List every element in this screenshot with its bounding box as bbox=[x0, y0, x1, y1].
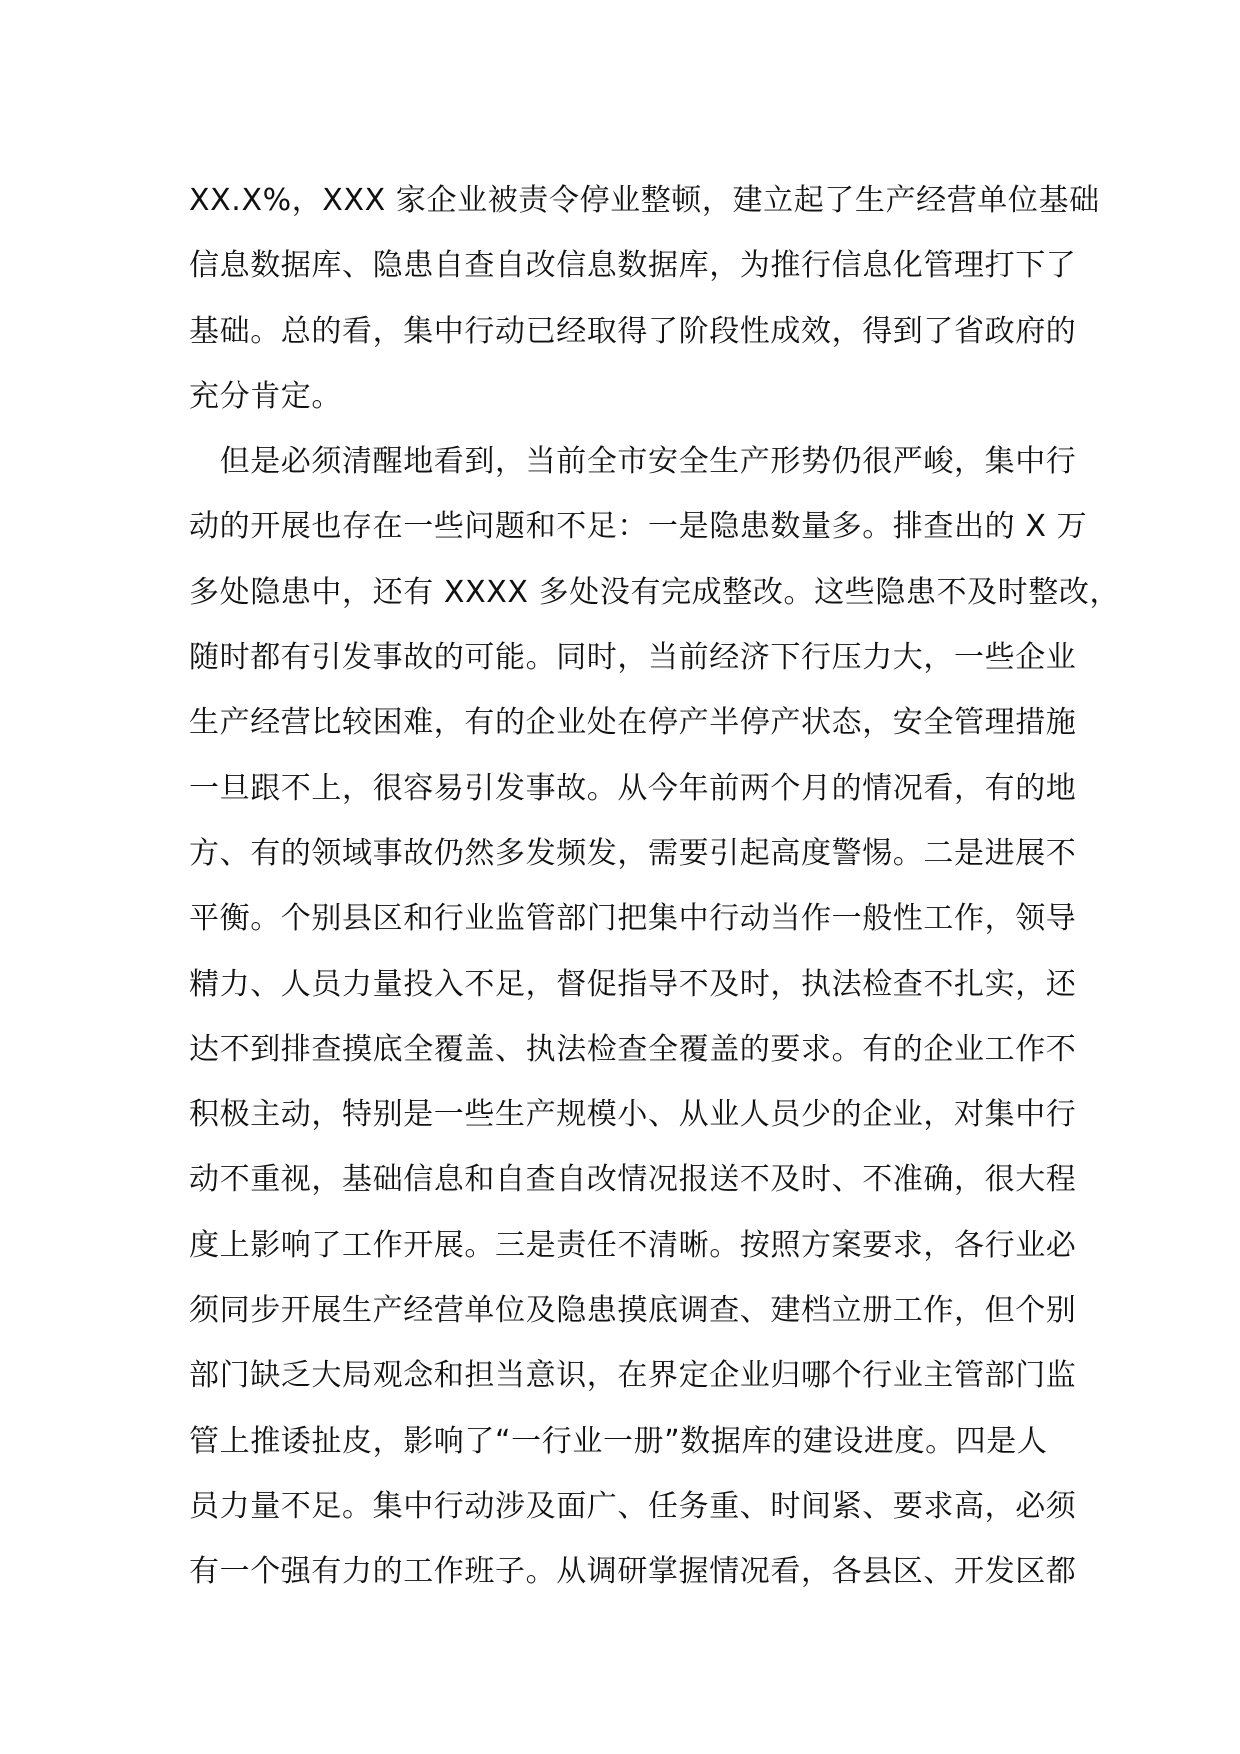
text-line: 动不重视，基础信息和自查自改情况报送不及时、不准确，很大程 bbox=[189, 1162, 1077, 1198]
text-line: 须同步开展生产经营单位及隐患摸底调查、建档立册工作，但个别 bbox=[189, 1293, 1077, 1329]
text-line: 多处隐患中，还有 XXXX 多处没有完成整改。这些隐患不及时整改， bbox=[189, 574, 1121, 610]
body-text bbox=[189, 168, 1121, 1670]
text-line: 基础。总的看，集中行动已经取得了阶段性成效，得到了省政府的 bbox=[189, 313, 1077, 349]
text-line: 充分肯定。 bbox=[189, 378, 342, 414]
text-line: 有一个强有力的工作班子。从调研掌握情况看，各县区、开发区都 bbox=[189, 1554, 1077, 1590]
text-line: 信息数据库、隐患自查自改信息数据库，为推行信息化管理打下了 bbox=[189, 248, 1077, 284]
text-line: XX.X%，XXX 家企业被责令停业整顿，建立起了生产经营单位基础 bbox=[189, 183, 1100, 218]
text-line: 员力量不足。集中行动涉及面广、任务重、时间紧、要求高，必须 bbox=[189, 1488, 1077, 1524]
text-line: 方、有的领域事故仍然多发频发，需要引起高度警惕。二是进展不 bbox=[189, 835, 1077, 871]
paragraph-1 bbox=[189, 168, 1100, 429]
text-line: 一旦跟不上，很容易引发事故。从今年前两个月的情况看，有的地 bbox=[189, 770, 1077, 806]
text-line: 平衡。个别县区和行业监管部门把集中行动当作一般性工作，领导 bbox=[189, 901, 1077, 937]
text-line: 但是必须清醒地看到，当前全市安全生产形势仍很严峻，集中行 bbox=[189, 444, 1077, 480]
text-line bbox=[189, 1605, 1089, 1670]
text-line: 动的开展也存在一些问题和不足：一是隐患数量多。排查出的 X 万 bbox=[189, 509, 1088, 545]
text-line: 精力、人员力量投入不足，督促指导不及时，执法检查不扎实，还 bbox=[189, 966, 1077, 1002]
text-line: 部门缺乏大局观念和担当意识，在界定企业归哪个行业主管部门监 bbox=[189, 1358, 1077, 1394]
text-line: 积极主动，特别是一些生产规模小、从业人员少的企业，对集中行 bbox=[189, 1097, 1077, 1133]
text-line: 度上影响了工作开展。三是责任不清晰。按照方案要求，各行业必 bbox=[189, 1227, 1077, 1263]
paragraph-2 bbox=[189, 429, 1121, 1670]
text-line: 达不到排查摸底全覆盖、执法检查全覆盖的要求。有的企业工作不 bbox=[189, 1031, 1077, 1067]
text-line: 管上推诿扯皮，影响了“一行业一册”数据库的建设进度。四是人 bbox=[189, 1423, 1048, 1459]
text-line: 生产经营比较困难，有的企业处在停产半停产状态，安全管理措施 bbox=[189, 705, 1077, 741]
text-line: 随时都有引发事故的可能。同时，当前经济下行压力大，一些企业 bbox=[189, 640, 1077, 676]
